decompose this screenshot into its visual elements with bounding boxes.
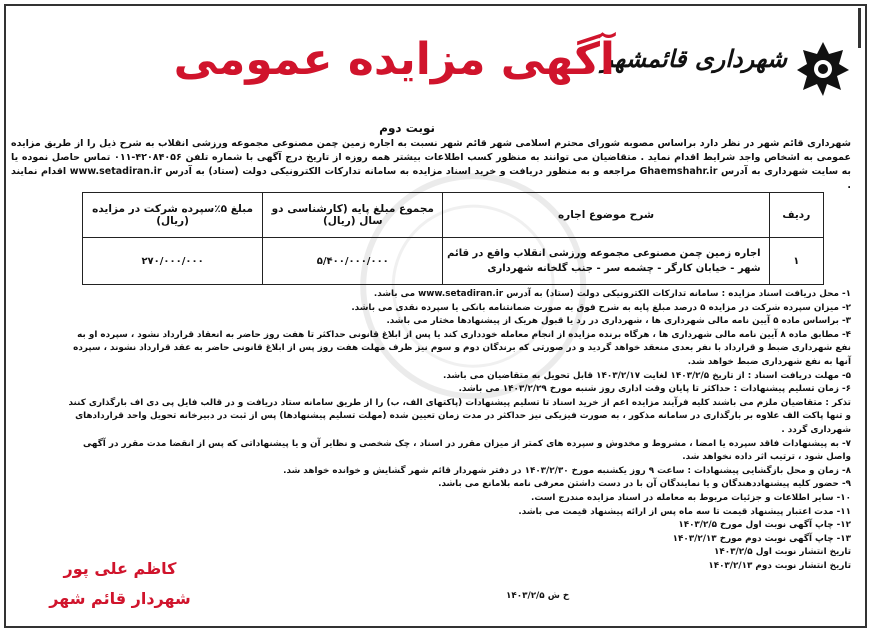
- signature-block: [40, 554, 200, 614]
- term-item: ۹- حضور کلیه پیشنهاددهندگان و یا نمایندگان آن با در دست داشتن معرفی نامه بلامانع می باشد.: [438, 479, 851, 490]
- term-item: ۲- میزان سپرده شرکت در مزایده ۵ درصد مبلغ پایه به شرح فوق به صورت ضمانتنامه بانکی یا سپرده نقدی می باشد.: [351, 302, 851, 313]
- term-item: ۸- زمان و محل بازگشایی پیشنهادات : ساعت ۹ روز یکشنبه مورخ ۱۴۰۳/۲/۳۰ در دفتر شهردار قائم شهر گشایش و خوانده خواهد شد.: [283, 465, 851, 476]
- org-name: شهرداری قائمشهر: [601, 44, 787, 73]
- header-row-number: ردیف: [769, 193, 823, 238]
- cell-deposit-amount: ۲۷۰/۰۰۰/۰۰۰: [83, 238, 263, 285]
- cell-row-number: ۱: [769, 238, 823, 285]
- term-item: ۱۱- مدت اعتبار پیشنهاد قیمت تا سه ماه پس از ارائه پیشنهاد قیمت می باشد.: [518, 506, 851, 517]
- header-deposit-amount: مبلغ ۵٪سپرده شرکت در مزایده (ریال): [83, 193, 263, 238]
- intro-paragraph: شهرداری قائم شهر در نظر دارد براساس مصوبه شورای محترم اسلامی شهر قائم شهر نسبت به اجاره زمین چمن مصنوعی مجموعه ورزشی انقلاب به شرح ذیل را از طریق مزایده عمومی به اشخاص واجد شرایط اقدام نماید . متقاضیان می توانند به منظور کسب اطلاعات بیشتر همه روزه از تاریخ درج آگهی با شماره تلفن ۴۲۰۸۴۰۵۶-۰۱۱ تماس حاصل نموده یا به سایت شهرداری به آدرس Ghaemshahr.ir مراجعه و به منظور دریافت و خرید اسناد مزایده به سامانه تدارکات الکترونیکی دولت (ستاد) به آدرس www.setadiran.ir اقدام نمایند .: [11, 138, 852, 191]
- table-header-row: [83, 193, 824, 238]
- term-item: ۵- مهلت دریافت اسناد : از تاریخ ۱۴۰۳/۲/۵ لغایت ۱۴۰۳/۲/۱۷ قابل تحویل به متقاضیان می باشد.: [442, 370, 851, 381]
- signer-name: کاظم علی پور: [63, 559, 177, 578]
- auction-table: [82, 192, 824, 285]
- term-item: ۶- زمان تسلیم پیشنهادات : حداکثر تا پایان وقت اداری روز شنبه مورخ ۱۴۰۳/۲/۲۹ می باشد.: [458, 384, 851, 395]
- header: [6, 6, 865, 106]
- term-item: ۴- مطابق ماده ۸ آیین نامه مالی شهرداری ها ، هرگاه برنده مزایده از انجام معامله خودداری کند یا پس از ابلاغ قانونی حداکثر تا هفت روز حاضر به انعقاد قرارداد نشود ، سپرده او به نفع شهرداری ضبط و قرارداد با نفر بعدی منعقد خواهد گردید و در صورتی که برندگان دوم و سوم نیز ظرف مهلت هفت روز پس از ابلاغ قانونی حاضر به عقد قرارداد نشوند ، سپرده آنها به نفع شهرداری ضبط خواهد شد.: [73, 329, 851, 367]
- term-note: تذکر : متقاضیان ملزم می باشند کلیه فرآیند مزایده اعم از خرید اسناد تا تسلیم پیشنهادات (پاکتهای الف، ب) را از طریق سامانه ستاد دریافت و در قالب فایل پی دی اف بارگذاری کنند و تنها پاکت الف علاوه بر بارگذاری در سامانه مذکور ، به صورت فیزیکی نیز حداکثر در مدت زمان تعیین شده (مهلت تسلیم پیشنهادها) پس از ثبت در دبیرخانه تحویل واحد قراردادهای شهرداری گردد .: [68, 397, 851, 435]
- table-row: [83, 238, 824, 285]
- signer-role: شهردار قائم شهر: [49, 589, 191, 608]
- term-item: ۱۳- چاپ آگهی نوبت دوم مورخ ۱۴۰۳/۲/۱۳: [672, 533, 851, 544]
- reference-code: خ ش ۱۴۰۳/۲/۵: [506, 591, 570, 601]
- term-item: ۷- به پیشنهادات فاقد سپرده یا امضا ، مشروط و مخدوش و سپرده های کمتر از میزان مقرر در اسناد ، چک شخصی و نظایر آن و یا پیشنهاداتی که پس از انقضا مدت مقرر در آگهی واصل شود ، ترتیب اثر داده نخواهد شد.: [82, 438, 851, 463]
- publish-date-first: تاریخ انتشار نوبت اول ۱۴۰۳/۲/۵: [714, 547, 851, 558]
- round-label: نوبت دوم: [379, 121, 435, 135]
- term-item: ۱- محل دریافت اسناد مزایده : سامانه تدارکات الکترونیکی دولت (ستاد) به آدرس www.setadiran.ir می باشد.: [373, 289, 851, 299]
- municipality-logo-icon: [795, 40, 851, 96]
- term-item: ۱۲- چاپ آگهی نوبت اول مورخ ۱۴۰۳/۲/۵: [678, 520, 851, 531]
- header-base-amount: مجموع مبلغ پایه (کارشناسی دو سال (ریال): [263, 193, 443, 238]
- term-item: ۱۰- سایر اطلاعات و جزئیات مربوط به معامله در اسناد مزایده مندرج است.: [531, 492, 851, 503]
- cell-base-amount: ۵/۴۰۰/۰۰۰/۰۰۰: [263, 238, 443, 285]
- cell-description: اجاره زمین چمن مصنوعی مجموعه ورزشی انقلاب واقع در قائم شهر - خیابان کارگر - چشمه سر - جنب گلخانه شهرداری: [443, 238, 769, 285]
- term-item: ۳- براساس ماده ۵ آیین نامه مالی شهرداری ها ، شهرداری در رد یا قبول هریک از پیشنهادها مختار می باشد.: [386, 316, 851, 327]
- publish-date-second: تاریخ انتشار نوبت دوم ۱۴۰۳/۲/۱۳: [708, 560, 851, 571]
- header-description: شرح موضوع اجاره: [443, 193, 769, 238]
- notice-page: [4, 4, 867, 628]
- terms-list: [61, 288, 851, 573]
- notice-title: آگهی مزایده عمومی: [173, 34, 615, 85]
